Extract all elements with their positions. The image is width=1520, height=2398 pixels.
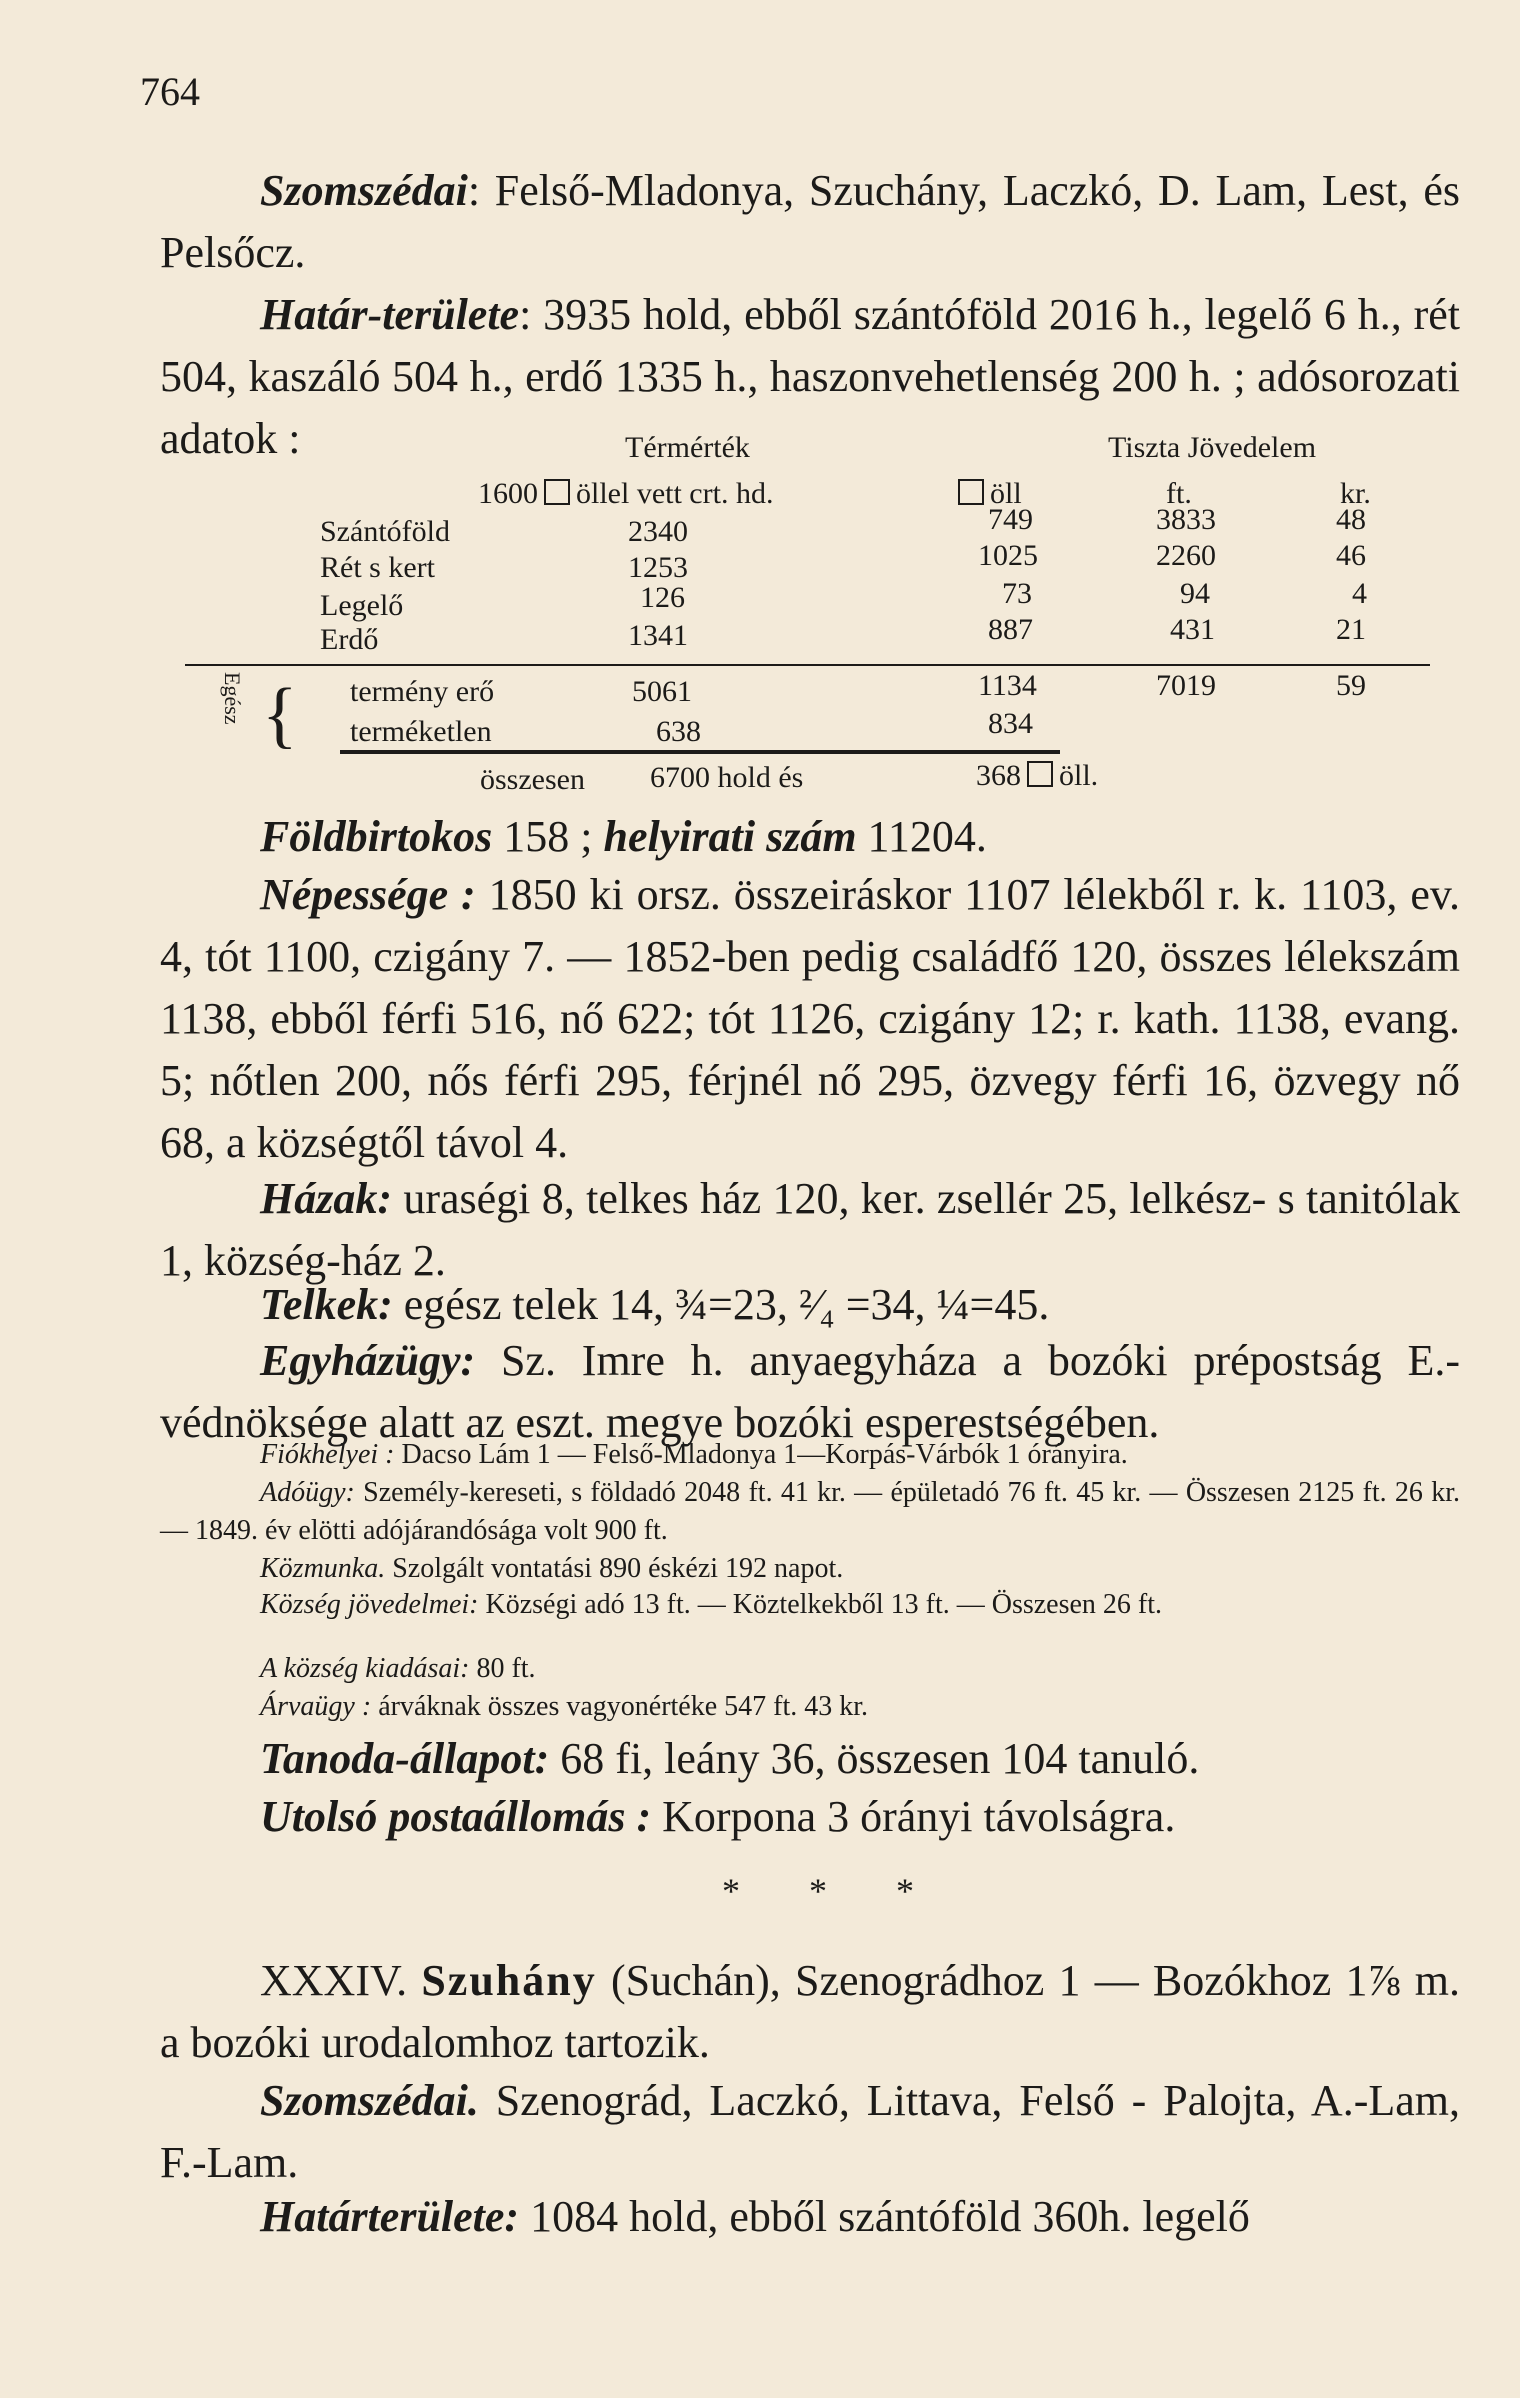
expenses-text: 80 ft. xyxy=(469,1653,536,1684)
church-label: Egyházügy: xyxy=(260,1336,476,1385)
sum-unit: öll. xyxy=(1059,759,1099,792)
row-name: Legelő xyxy=(320,589,404,622)
population-label: Népessége : xyxy=(260,870,476,919)
tax-label: Adóügy: xyxy=(260,1477,355,1508)
row-kr: 4 xyxy=(1352,577,1367,610)
row-ft: 94 xyxy=(1180,577,1210,610)
territory2-text: 1084 hold, ebből szántóföld 360h. legelő xyxy=(519,2192,1250,2241)
row-hd: 126 xyxy=(640,581,685,614)
col-header-ft: ft. xyxy=(1166,477,1192,510)
section-number: XXXIV. xyxy=(260,1956,408,2005)
territory2-label: Határterülete: xyxy=(260,2192,520,2241)
expenses-label: A község kiadásai: xyxy=(260,1653,470,1684)
houses-text: uraségi 8, telkes ház 120, ker. zsellér 25, lelkész- s tanitólak 1, község-ház 2. xyxy=(160,1174,1460,1285)
col-header-tiszta: Tiszta Jövedelem xyxy=(1108,431,1317,464)
row-ft: 3833 xyxy=(1156,503,1216,536)
neighbours2-label: Szomszédai. xyxy=(260,2076,479,2125)
row-kr: 48 xyxy=(1336,503,1366,536)
header-1600: 1600 xyxy=(478,477,538,510)
orphan-label: Árvaügy : xyxy=(260,1691,372,1722)
territory-label: Határ-területe xyxy=(260,290,520,339)
row-kr: 46 xyxy=(1336,539,1366,572)
expenses-note xyxy=(160,1650,1460,1688)
row-hd: 1341 xyxy=(628,619,688,652)
income-note xyxy=(160,1586,1460,1624)
row-oll: 887 xyxy=(988,613,1033,646)
square-symbol xyxy=(544,479,570,505)
neighbours-paragraph xyxy=(160,160,1460,284)
sum-rule xyxy=(340,750,1060,754)
tax-text: Személy-kereseti, s földadó 2048 ft. 41 kr. — épületadó 76 ft. 45 kr. — Összesen 2125 ft. 26 kr. — 1849. év elötti adójárandósága volt 900 ft. xyxy=(160,1477,1460,1546)
total-row-hd: 638 xyxy=(656,715,701,748)
section-heading-text: (Suchán), Szenográdhoz 1 — Bozókhoz 1⅞ m. a bozóki urodalomhoz tartozik. xyxy=(160,1956,1460,2067)
row-hd: 2340 xyxy=(628,515,688,548)
side-label: Egész xyxy=(220,672,245,725)
income-text: Községi adó 13 ft. — Köztelkekből 13 ft. — Összesen 26 ft. xyxy=(478,1589,1163,1620)
tax-note xyxy=(160,1474,1460,1550)
neighbours2-paragraph xyxy=(160,2070,1460,2194)
col-header-kr: kr. xyxy=(1340,477,1371,510)
branch-note xyxy=(160,1436,1460,1474)
sum-oll-value: 368 xyxy=(976,759,1021,792)
page-number: 764 xyxy=(140,69,200,114)
total-row-kr: 59 xyxy=(1336,669,1366,702)
row-ft: 431 xyxy=(1170,613,1215,646)
school-text: 68 fi, leány 36, összesen 104 tanuló. xyxy=(549,1734,1200,1783)
topo-number-text: 11204. xyxy=(856,812,987,861)
total-row-ft: 7019 xyxy=(1156,669,1216,702)
total-row-name: terméketlen xyxy=(350,715,492,748)
income-label: Község jövedelmei: xyxy=(260,1589,479,1620)
landowner-paragraph xyxy=(160,806,1460,868)
post-paragraph xyxy=(160,1786,1460,1848)
col-header-termertek: Térmérték xyxy=(625,431,750,464)
total-row-name: termény erő xyxy=(350,675,495,708)
row-name: Erdő xyxy=(320,623,379,656)
plots-paragraph xyxy=(160,1274,1460,1336)
school-paragraph xyxy=(160,1728,1460,1790)
orphan-text: árváknak összes vagyonértéke 547 ft. 43 kr. xyxy=(371,1691,869,1722)
plots-label: Telkek: xyxy=(260,1280,393,1329)
table-rule xyxy=(185,664,1430,666)
neighbours-text: : Felső-Mladonya, Szuchány, Laczkó, D. Lam, Lest, és Pelsőcz. xyxy=(160,166,1460,277)
row-oll: 1025 xyxy=(978,539,1038,572)
row-hd: 1253 xyxy=(628,551,688,584)
population-paragraph xyxy=(160,864,1460,1174)
row-oll: 73 xyxy=(1002,577,1032,610)
brace-symbol: { xyxy=(262,674,298,756)
sum-oll xyxy=(976,760,1098,792)
post-label: Utolsó postaállomás : xyxy=(260,1792,652,1841)
square-symbol xyxy=(958,479,984,505)
total-row-hd: 5061 xyxy=(632,675,692,708)
row-name: Szántóföld xyxy=(320,515,450,548)
row-kr: 21 xyxy=(1336,613,1366,646)
row-ft: 2260 xyxy=(1156,539,1216,572)
row-name: Rét s kert xyxy=(320,551,435,584)
landowner-label: Földbirtokos xyxy=(260,812,493,861)
sum-label: összesen xyxy=(480,763,585,796)
header-oll-text: öll xyxy=(990,477,1022,510)
neighbours-label: Szomszédai xyxy=(260,166,468,215)
row-oll: 749 xyxy=(988,503,1033,536)
public-work-label: Közmunka. xyxy=(260,1553,386,1584)
neighbours2-text: Szenográd, Laczkó, Littava, Felső - Palojta, A.-Lam, F.-Lam. xyxy=(160,2076,1460,2187)
col-header-hd xyxy=(478,478,773,510)
branch-text: Dacso Lám 1 — Felső-Mladonya 1—Korpás-Várbók 1 órányira. xyxy=(394,1439,1128,1470)
post-text: Korpona 3 órányi távolságra. xyxy=(651,1792,1176,1841)
branch-label: Fiókhelyei : xyxy=(260,1439,395,1470)
public-work-note xyxy=(160,1550,1460,1588)
total-row-oll: 1134 xyxy=(978,669,1037,702)
square-symbol xyxy=(1027,761,1053,787)
total-row-oll: 834 xyxy=(988,707,1033,740)
plots-text: egész telek 14, ¾=23, ²⁄₄ =34, ¼=45. xyxy=(392,1280,1050,1329)
territory2-paragraph xyxy=(160,2186,1460,2248)
sum-hd: 6700 hold és xyxy=(650,761,804,794)
church-text: Sz. Imre h. anyaegyháza a bozóki prépostság E.-védnöksége alatt az eszt. megye bozóki esperestségében. xyxy=(160,1336,1460,1447)
landowner-text: 158 ; xyxy=(492,812,604,861)
header-ollel: öllel vett crt. hd. xyxy=(576,477,774,510)
village-name: Szuhány xyxy=(421,1956,597,2005)
school-label: Tanoda-állapot: xyxy=(260,1734,550,1783)
orphan-note xyxy=(160,1688,1460,1726)
section-divider: * * * xyxy=(722,1871,944,1911)
population-text: 1850 ki orsz. összeiráskor 1107 lélekből r. k. 1103, ev. 4, tót 1100, czigány 7. — 1852-ben pedig családfő 120, összes lélekszám 1138, ebből férfi 516, nő 622; tót 1126, czigány 12; r. kath. 1138, evang. 5; nőtlen 200, nős férfi 295, férjnél nő 295, özvegy férfi 16, özvegy nő 68, a községtől távol 4. xyxy=(160,870,1460,1167)
public-work-text: Szolgált vontatási 890 éskézi 192 napot. xyxy=(385,1553,844,1584)
topo-number-label: helyirati szám xyxy=(603,812,857,861)
territory-text: : 3935 hold, ebből szántóföld 2016 h., legelő 6 h., rét 504, kaszáló 504 h., erdő 1335 h., haszonvehetlenség 200 h. ; adósorozati adatok : xyxy=(160,290,1460,463)
section-heading-paragraph xyxy=(160,1950,1460,2074)
houses-label: Házak: xyxy=(260,1174,392,1223)
